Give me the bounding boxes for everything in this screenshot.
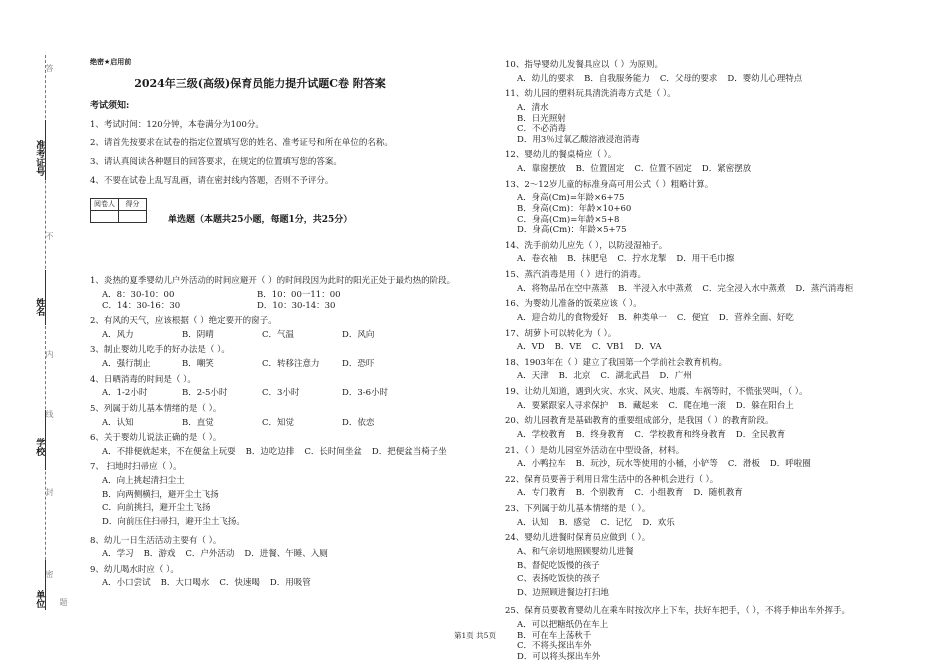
question-item: [505, 504, 930, 528]
answer-option[interactable]: A．身高(Cm)=年龄×6+75: [517, 193, 625, 204]
question-item: [505, 299, 930, 323]
section-title: 单选题（本题共25小题，每题1分，共25分）: [168, 215, 353, 226]
answer-option[interactable]: A．清水: [517, 102, 549, 113]
question-stem: 4、日晒消毒的时间是（ ）。: [90, 374, 196, 385]
answer-option[interactable]: D．蒸汽消毒柜: [795, 283, 854, 294]
answer-option[interactable]: D．身高(Cm)：年龄×5+75: [517, 225, 627, 236]
answer-option[interactable]: C．不将头探出车外: [517, 641, 592, 652]
notice-item: 1、考试时间：120分钟，本卷满分为100分。: [90, 119, 264, 130]
answer-option[interactable]: C．不必消毒: [517, 124, 567, 135]
question-stem: 19、让幼儿知道，遇到火灾、水灾、风灾、地震、车祸等时，不慌张哭叫，（ ）。: [505, 387, 808, 397]
answer-option[interactable]: B．个别教育: [575, 488, 625, 499]
answer-option[interactable]: B．10：00一11：00: [257, 289, 341, 300]
answer-options: [90, 476, 490, 531]
answer-option[interactable]: C．完全浸入水中蒸煮: [702, 283, 786, 294]
question-stem: 14、洗手前幼儿应先（ ），以防浸湿袖子。: [505, 240, 668, 251]
answer-option[interactable]: D．广州: [659, 371, 692, 382]
answer-option[interactable]: D．向前压住扫帚扫，避开尘土飞扬。: [102, 516, 245, 527]
question-item: [505, 475, 930, 499]
answer-option[interactable]: C．爬在地一滚: [668, 400, 726, 411]
question-item: [90, 536, 490, 560]
answer-option[interactable]: B．种类单一: [618, 312, 667, 323]
answer-option[interactable]: B．2-5小时: [182, 388, 228, 399]
answer-option[interactable]: D．欢乐: [642, 517, 675, 528]
answer-options: [505, 459, 930, 470]
answer-option[interactable]: A．天津: [517, 371, 549, 382]
answer-option[interactable]: B．自我服务能力: [584, 73, 650, 84]
answer-option[interactable]: C．身高(Cm)=年龄×5+8: [517, 214, 620, 225]
answer-options: [505, 488, 930, 499]
notice-item: 3、请认真阅读各种题目的回答要求，在规定的位置填写您的答案。: [90, 157, 342, 167]
answer-options: [505, 193, 930, 236]
answer-option[interactable]: B．半浸入水中蒸煮: [618, 283, 693, 294]
answer-option[interactable]: A．要紧跟家人寻求保护: [517, 400, 609, 411]
answer-options: [505, 74, 930, 85]
question-item: [90, 404, 490, 428]
answer-option[interactable]: C．小组教育: [634, 488, 684, 499]
question-item: [90, 375, 490, 399]
answer-option[interactable]: C．快速喝: [219, 578, 260, 589]
seal-char: 不: [45, 232, 54, 240]
question-stem: 10、指导婴幼儿发餐具应以（ ）为原则。: [505, 60, 664, 70]
answer-options: [90, 290, 490, 311]
exam-number-underline: [45, 120, 46, 180]
question-item: [505, 180, 930, 236]
answer-option[interactable]: B．终身教育: [575, 429, 625, 440]
answer-options: [505, 547, 930, 602]
question-stem: 21、（ ）是幼儿园室外活动在中型设备，材料。: [505, 445, 685, 456]
answer-options: [505, 254, 930, 265]
answer-option[interactable]: D．躲在阳台上: [735, 400, 794, 411]
answer-options: [505, 518, 930, 529]
answer-option[interactable]: B．大口喝水: [160, 578, 210, 589]
answer-option[interactable]: A．迎合幼儿的食物爱好: [517, 312, 609, 323]
answer-option[interactable]: D．进餐、午睡、入厕: [244, 549, 328, 560]
question-stem: 20、幼儿园教育是基础教育的重要组成部分，是我国（ ）的教育阶段。: [505, 416, 774, 427]
question-list: [505, 60, 930, 663]
answer-option[interactable]: A．8：30-10：00: [102, 289, 175, 300]
answer-option[interactable]: C．14：30-16：30: [102, 300, 181, 311]
answer-option[interactable]: D、边照顾进餐边打扫地: [517, 587, 609, 598]
school-label: 学校: [34, 438, 45, 456]
answer-option[interactable]: A．可以把糖纸仍在车上: [517, 620, 609, 630]
question-stem: 16、为婴幼儿准备的饭菜应该（ ）。: [505, 299, 642, 310]
question-stem: 18、1903年在（ ）建立了我国第一个学前社会教育机构。: [505, 357, 728, 368]
question-item: [505, 89, 930, 145]
answer-options: [505, 164, 930, 175]
answer-option[interactable]: A．1-2小时: [102, 388, 148, 399]
notice-item: 2、请首先按要求在试卷的指定位置填写您的姓名、准考证号和所在单位的名称。: [90, 138, 393, 149]
left-column: [90, 58, 490, 589]
answer-options: [90, 418, 490, 429]
answer-option[interactable]: B．抹肥皂: [567, 254, 608, 265]
answer-option[interactable]: A．强行制止: [102, 359, 151, 369]
answer-options: [90, 388, 490, 399]
answer-option[interactable]: C．便宜: [676, 312, 709, 323]
question-stem: 23、下列属于幼儿基本情绪的是（ ）。: [505, 504, 651, 514]
answer-option[interactable]: B、督促吃饭慢的孩子: [517, 560, 600, 571]
unit-label: 单位: [34, 590, 45, 608]
answer-options: [505, 371, 930, 382]
seal-char: 封: [45, 488, 54, 496]
seal-char: 密: [45, 570, 54, 578]
question-stem: 7、 扫地时扫帚应（ ）。: [90, 462, 182, 473]
answer-option[interactable]: A．认知: [517, 517, 549, 528]
answer-option[interactable]: D．恐吓: [342, 359, 375, 369]
question-item: [505, 446, 930, 470]
score-table-cell[interactable]: [119, 211, 147, 223]
answer-options: [505, 401, 930, 412]
page-footer: 第1页 共5页: [454, 631, 496, 640]
seal-char: 题: [59, 598, 68, 606]
question-item: [505, 533, 930, 601]
answer-option[interactable]: C．位置不固定: [634, 164, 692, 174]
page-title: 2024年三级(高级)保育员能力提升试题C卷 附答案: [134, 76, 386, 90]
question-item: [505, 416, 930, 440]
answer-option[interactable]: A．专门教育: [517, 488, 566, 499]
answer-options: [90, 359, 490, 370]
question-item: [90, 316, 490, 340]
question-stem: 15、蒸汽消毒是用（ ）进行的消毒。: [505, 270, 647, 280]
question-item: [505, 241, 930, 265]
answer-option[interactable]: C．滑板: [727, 459, 760, 470]
question-stem: 5、列属于幼儿基本情绪的是（ ）。: [90, 403, 222, 414]
answer-option[interactable]: B．玩沙，玩水等使用的小桶，小铲等: [575, 459, 718, 470]
answer-option[interactable]: A．不排便就起来，不在便盆上玩耍: [102, 446, 236, 457]
answer-option[interactable]: D．随机教育: [693, 488, 743, 499]
answer-option[interactable]: C．父母的要求: [659, 73, 718, 84]
exam-number-label: 准考证号: [34, 140, 45, 176]
answer-option[interactable]: C．学校教育和终身教育: [634, 429, 726, 440]
answer-option[interactable]: D．可以将头探出车外: [517, 651, 601, 662]
answer-option[interactable]: A．风力: [102, 329, 134, 340]
seal-char: 内: [45, 350, 54, 358]
answer-option[interactable]: B．藏起来: [618, 400, 659, 411]
answer-option[interactable]: A．幼儿的要求: [517, 73, 575, 84]
answer-option[interactable]: A．卷衣袖: [517, 254, 558, 265]
answer-option[interactable]: B．阴晴: [182, 329, 214, 340]
answer-options: [90, 330, 490, 341]
answer-option[interactable]: B．边吃边排: [245, 446, 295, 457]
score-table-cell[interactable]: [91, 211, 119, 223]
answer-option[interactable]: D．依恋: [342, 417, 375, 428]
question-item: [90, 433, 490, 457]
unit-underline: [45, 560, 46, 610]
right-column: [505, 55, 930, 663]
answer-options: [505, 620, 930, 663]
answer-options: [90, 549, 490, 560]
answer-option[interactable]: C．长时间坐盆: [304, 446, 362, 457]
question-stem: 12、婴幼儿的餐桌椅应（ ）。: [505, 150, 617, 161]
answer-options: [505, 313, 930, 324]
answer-option[interactable]: D．10：30-14：30: [257, 300, 336, 311]
answer-option[interactable]: D．VA: [634, 342, 662, 353]
answer-option[interactable]: D．用干毛巾擦: [676, 254, 735, 265]
answer-option[interactable]: D．营养全面、好吃: [718, 312, 794, 323]
answer-option[interactable]: B．VE: [554, 342, 582, 353]
answer-option[interactable]: B．直觉: [182, 417, 214, 428]
answer-option[interactable]: A．学校教育: [517, 429, 566, 440]
school-underline: [45, 410, 46, 470]
answer-option[interactable]: B．向两侧横扫，避开尘土飞扬: [102, 489, 219, 500]
question-stem: 17、胡萝卜可以转化为（ ）。: [505, 328, 617, 339]
seal-char: 答: [45, 64, 54, 72]
question-list: [90, 276, 490, 589]
answer-options: [505, 430, 930, 441]
answer-options: [505, 342, 930, 353]
answer-option[interactable]: A．向上挑起清扫尘土: [102, 476, 185, 486]
question-stem: 3、制止婴幼儿吃手的好办法是（ ）。: [90, 345, 230, 356]
answer-option[interactable]: B．嘲笑: [182, 359, 214, 369]
answer-option[interactable]: A、和气亲切地照顾婴幼儿进餐: [517, 546, 634, 557]
answer-option[interactable]: D．紧密摆放: [701, 164, 752, 174]
question-item: [505, 60, 930, 84]
question-item: [90, 565, 490, 589]
answer-option[interactable]: D．用3％过氧乙酸溶液浸泡消毒: [517, 134, 640, 145]
answer-option[interactable]: B．北京: [558, 371, 591, 382]
answer-option[interactable]: B．日光照射: [517, 113, 566, 124]
name-underline: [45, 270, 46, 325]
answer-option[interactable]: A．将物品吊在空中蒸蒸: [517, 283, 609, 294]
answer-option[interactable]: C．湖北武昌: [600, 371, 650, 382]
question-stem: 25、保育员要教育婴幼儿在乘车时按次序上下车，扶好车把手，（ ），不将手伸出车外挥手。: [505, 606, 851, 617]
score-table: [90, 198, 147, 223]
question-item: [505, 358, 930, 382]
question-item: [90, 462, 490, 530]
answer-option[interactable]: C．拧水龙掣: [617, 254, 667, 265]
answer-option[interactable]: A．认知: [102, 417, 134, 428]
question-item: [505, 150, 930, 174]
score-table-header: 阅卷人: [91, 199, 119, 211]
answer-option[interactable]: A．VD: [517, 342, 545, 353]
question-stem: 6、关于婴幼儿说法正确的是（ ）。: [90, 433, 222, 444]
answer-option[interactable]: C．3小时: [262, 388, 300, 399]
question-item: [90, 345, 490, 369]
question-stem: 8、幼儿一日生活活动主要有（ ）。: [90, 535, 222, 546]
secret-mark: 绝密★启用前: [90, 58, 132, 66]
answer-option[interactable]: C．知觉: [262, 417, 295, 428]
score-table-header: 得分: [119, 199, 147, 211]
answer-option[interactable]: D．3-6小时: [342, 388, 389, 399]
answer-option[interactable]: A．小鸭拉车: [517, 459, 566, 470]
question-stem: 13、2～12岁儿童的标准身高可用公式（ ）粗略计算。: [505, 179, 714, 190]
answer-option[interactable]: C、表扬吃饭快的孩子: [517, 574, 601, 585]
name-label: 姓名: [34, 298, 45, 316]
question-item: [505, 329, 930, 353]
answer-option[interactable]: B．身高(Cm)：年龄×10+60: [517, 203, 632, 214]
answer-option[interactable]: D．婴幼儿心理特点: [727, 73, 803, 84]
answer-option[interactable]: C．记忆: [600, 517, 633, 528]
question-stem: 24、婴幼儿进餐时保育员应做到（ ）。: [505, 533, 651, 544]
answer-option[interactable]: A．小口尝试: [102, 578, 151, 589]
answer-option[interactable]: D．用吸管: [269, 578, 311, 589]
answer-option[interactable]: C．转移注意力: [262, 359, 320, 369]
answer-option[interactable]: C．VB1: [591, 342, 625, 353]
seal-char: 线: [45, 410, 54, 418]
answer-option[interactable]: B．游戏: [143, 549, 176, 560]
answer-option[interactable]: C．气温: [262, 329, 295, 340]
answer-option[interactable]: B．感觉: [558, 517, 591, 528]
answer-option[interactable]: D．呼啦圈: [769, 459, 811, 470]
answer-option[interactable]: D．全民教育: [735, 429, 786, 440]
question-item: [505, 387, 930, 411]
question-stem: 2、有风的天气，应该根据（ ）绝定要开的窗子。: [90, 316, 277, 327]
answer-option[interactable]: C．户外活动: [185, 549, 235, 560]
notice-heading: 考试须知:: [90, 100, 130, 111]
answer-option[interactable]: A．靠窗摆放: [517, 164, 566, 174]
notice-item: 4、不要在试卷上乱写乱画，请在密封线内答题，否则不予评分。: [90, 175, 334, 186]
question-item: [90, 276, 490, 311]
question-stem: 9、幼儿喝水时应（ ）。: [90, 564, 179, 575]
answer-options: [90, 447, 490, 458]
question-stem: 22、保育员要善于利用日常生活中的各种机会进行（ ）。: [505, 474, 719, 485]
answer-option[interactable]: A．学习: [102, 549, 134, 560]
question-item: [505, 270, 930, 294]
answer-options: [90, 578, 490, 589]
answer-option[interactable]: C．向前挑扫，避开尘土飞扬: [102, 503, 211, 514]
answer-option[interactable]: D．把便盆当椅子坐: [371, 446, 447, 457]
question-stem: 1、炎热的夏季婴幼儿户外活动的时间应避开（ ）的时间段因为此时的阳光正处于最灼热的阶段。: [90, 276, 456, 287]
answer-options: [505, 284, 930, 295]
answer-option[interactable]: B．位置固定: [575, 164, 625, 174]
answer-options: [505, 103, 930, 146]
question-stem: 11、幼儿园的塑料玩具清洗消毒方式是（ ）。: [505, 89, 676, 100]
answer-option[interactable]: B．可在车上荡秋千: [517, 630, 592, 641]
score-row: [90, 198, 490, 228]
answer-option[interactable]: D．风向: [342, 329, 375, 340]
